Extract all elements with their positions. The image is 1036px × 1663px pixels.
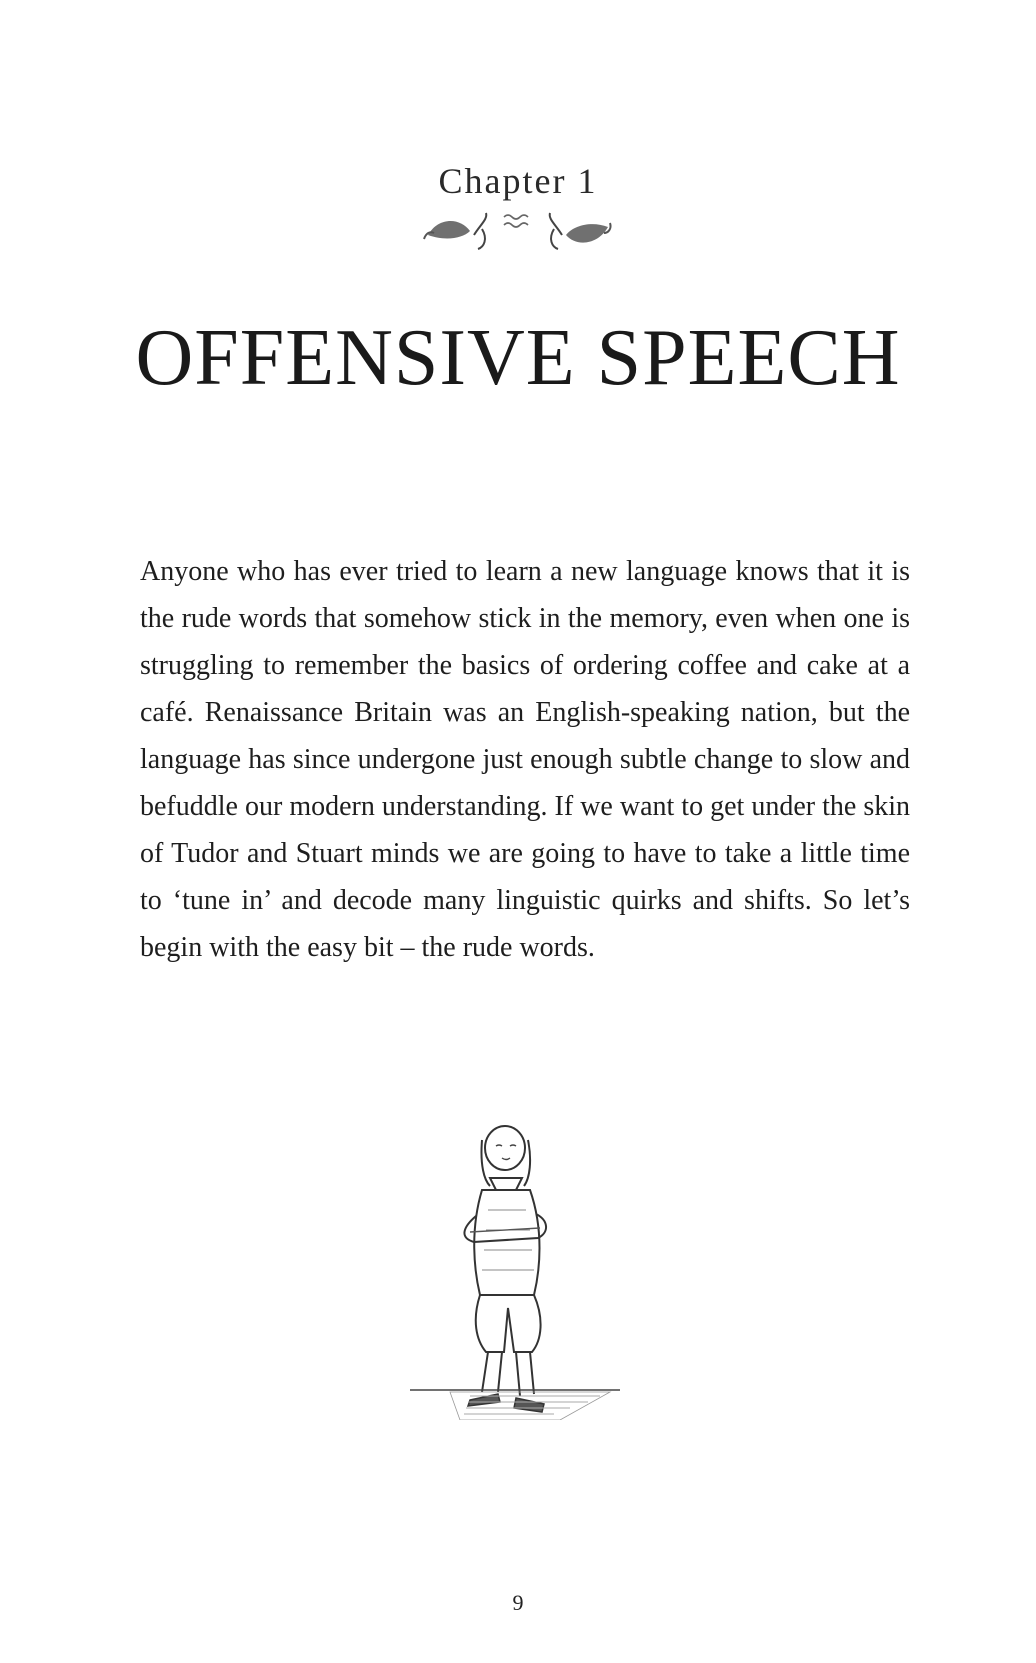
flourish-ornament-icon bbox=[418, 205, 618, 255]
body-paragraph: Anyone who has ever tried to learn a new language knows that it is the rude words that somehow stick in the memory, even when one is struggling to remember the basics of ordering coffee and cake at a café. Renaissance Britain was an English-speaking nation, but the language has since undergone just enough subtle change to slow and befuddle our modern understanding. If we want to get under the skin of Tudor and Stuart minds we are going to have to take a little time to ‘tune in’ and decode many linguistic quirks and shifts. So let’s begin with the easy bit – the rude words. bbox=[140, 556, 910, 963]
renaissance-figure-illustration bbox=[410, 1120, 650, 1420]
chapter-title: OFFENSIVE SPEECH bbox=[135, 314, 901, 402]
chapter-label: Chapter 1 bbox=[438, 161, 598, 201]
page-number: 9 bbox=[512, 1590, 524, 1615]
